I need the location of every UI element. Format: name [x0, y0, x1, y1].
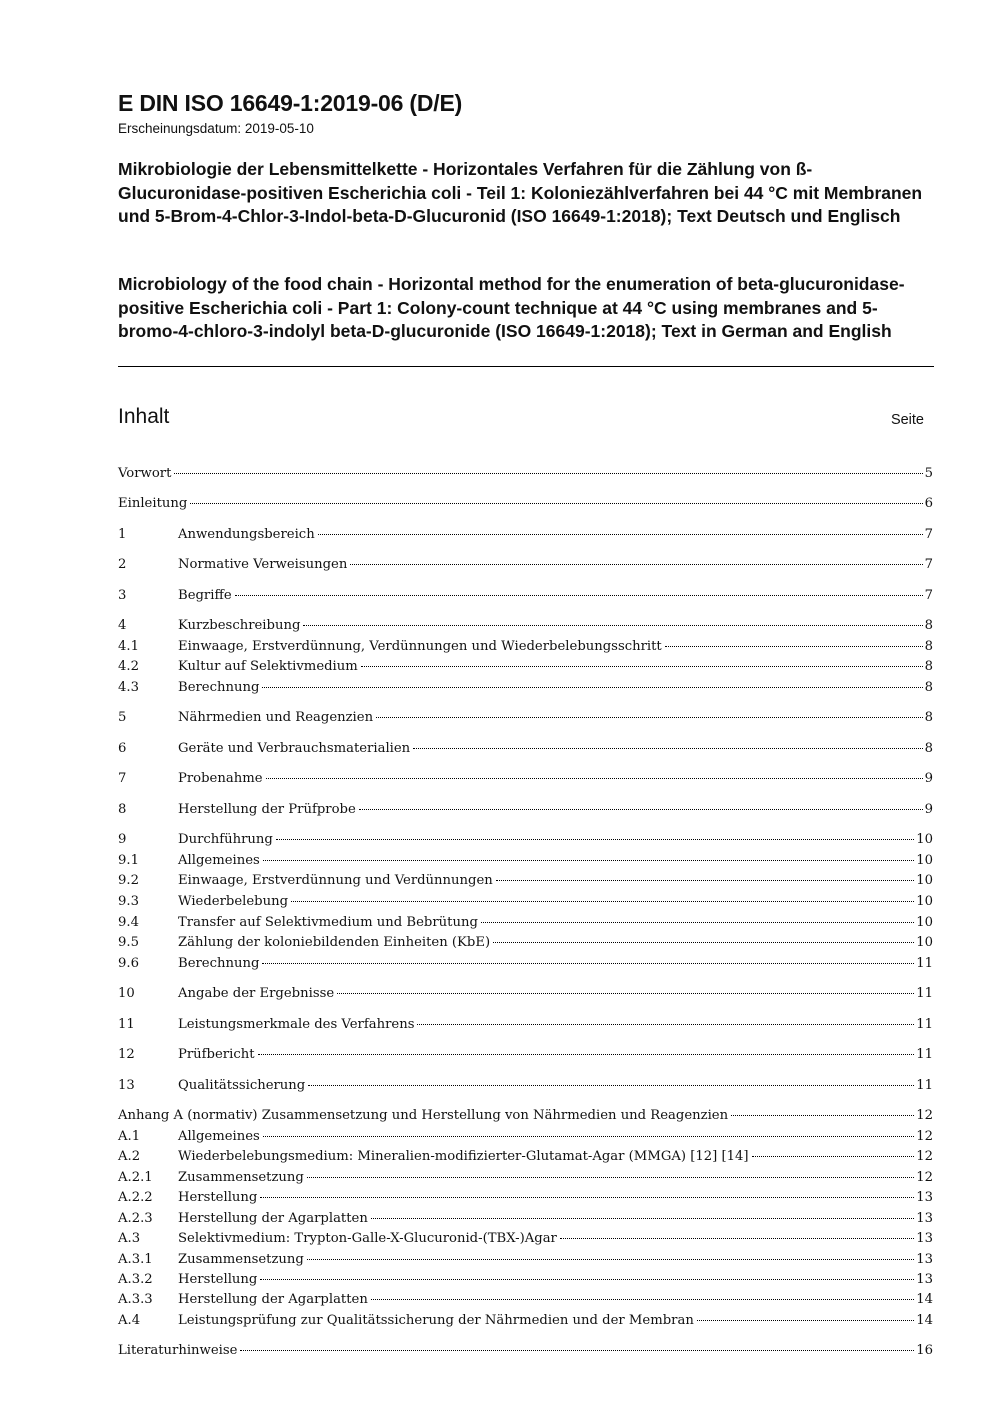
toc-entry-page: 10	[916, 915, 933, 930]
toc-entry-page: 7	[924, 588, 933, 603]
toc-entry-number: 1	[118, 527, 127, 542]
toc-entry-title: Vorwort	[118, 466, 172, 481]
toc-dot-leader	[263, 860, 914, 861]
toc-entry-page: 6	[924, 496, 933, 511]
toc-dot-leader	[413, 748, 922, 749]
toc-dot-leader	[752, 1156, 915, 1157]
toc-entry-number: A.4	[118, 1313, 141, 1328]
toc-entry[interactable]	[118, 586, 933, 606]
toc-entry-title: Einwaage, Erstverdünnung, Verdünnungen und Wiederbelebungsschritt	[178, 639, 662, 654]
toc-entry-number: 6	[118, 741, 127, 756]
toc-dot-leader	[337, 993, 914, 994]
toc-entry-number: 9.1	[118, 853, 139, 868]
toc-entry-number: 9	[118, 832, 127, 847]
toc-dot-leader	[260, 1197, 914, 1198]
toc-dot-leader	[260, 1279, 914, 1280]
toc-entry-title: Allgemeines	[178, 853, 260, 868]
toc-entry-number: A.2.3	[118, 1211, 153, 1226]
toc-entry-number: 10	[118, 986, 135, 1001]
toc-entry-title: Einleitung	[118, 496, 188, 511]
toc-entry-number: 9.6	[118, 956, 139, 971]
toc-entry-page: 12	[916, 1129, 933, 1144]
publication-date: Erscheinungsdatum: 2019-05-10	[118, 121, 314, 136]
toc-entry-number: A.2.1	[118, 1170, 153, 1185]
toc-entry-page: 14	[916, 1313, 933, 1328]
toc-entry[interactable]	[118, 739, 933, 759]
toc-entry[interactable]	[118, 1045, 933, 1065]
toc-dot-leader	[235, 595, 923, 596]
toc-entry-page: 13	[916, 1231, 933, 1246]
toc-dot-leader	[262, 963, 914, 964]
toc-dot-leader	[731, 1115, 914, 1116]
toc-entry[interactable]	[118, 1290, 933, 1310]
toc-entry-title: Herstellung der Agarplatten	[178, 1211, 368, 1226]
toc-entry[interactable]	[118, 555, 933, 575]
toc-entry-page: 8	[924, 710, 933, 725]
toc-entry-number: 8	[118, 802, 127, 817]
toc-entry-page: 7	[924, 557, 933, 572]
toc-entry-page: 10	[916, 873, 933, 888]
toc-entry-number: 4.2	[118, 659, 139, 674]
toc-dot-leader	[665, 646, 923, 647]
toc-entry-title: Wiederbelebungsmedium: Mineralien-modifizierter-Glutamat-Agar (MMGA) [12] [14]	[178, 1149, 749, 1164]
toc-entry-page: 11	[916, 1017, 933, 1032]
toc-entry-title: Transfer auf Selektivmedium und Bebrütung	[178, 915, 478, 930]
toc-entry[interactable]	[118, 1311, 933, 1331]
toc-entry-page: 12	[916, 1149, 933, 1164]
toc-entry-page: 16	[916, 1343, 933, 1358]
toc-entry-page: 8	[924, 639, 933, 654]
toc-entry[interactable]	[118, 913, 933, 933]
toc-entry-number: 12	[118, 1047, 135, 1062]
toc-entry-page: 8	[924, 741, 933, 756]
toc-entry-title: Angabe der Ergebnisse	[178, 986, 335, 1001]
toc-dot-leader	[560, 1238, 914, 1239]
toc-entry-title: Leistungsmerkmale des Verfahrens	[178, 1017, 415, 1032]
toc-entry-number: 3	[118, 588, 127, 603]
toc-dot-leader	[307, 1259, 914, 1260]
toc-entry-number: A.3.2	[118, 1272, 153, 1287]
toc-dot-leader	[417, 1024, 914, 1025]
toc-dot-leader	[371, 1299, 914, 1300]
toc-entry-page: 12	[916, 1108, 933, 1123]
toc-entry-number: 13	[118, 1078, 135, 1093]
toc-entry-title: Qualitätssicherung	[178, 1078, 306, 1093]
toc-entry-number: 2	[118, 557, 127, 572]
toc-dot-leader	[350, 564, 922, 565]
toc-entry-title: Prüfbericht	[178, 1047, 255, 1062]
toc-entry[interactable]	[118, 933, 933, 953]
toc-entry-title: Berechnung	[178, 680, 260, 695]
toc-entry[interactable]	[118, 1168, 933, 1188]
toc-entry-page: 13	[916, 1190, 933, 1205]
toc-entry[interactable]	[118, 1209, 933, 1229]
toc-entry-title: Wiederbelebung	[178, 894, 289, 909]
toc-entry-page: 10	[916, 894, 933, 909]
toc-dot-leader	[359, 809, 923, 810]
toc-entry-number: 4.3	[118, 680, 139, 695]
toc-entry-page: 12	[916, 1170, 933, 1185]
toc-entry-title: Berechnung	[178, 956, 260, 971]
toc-entry[interactable]	[118, 830, 933, 850]
toc-entry-title: Anhang A (normativ) Zusammensetzung und Herstellung von Nährmedien und Reagenzien	[118, 1108, 729, 1123]
toc-entry[interactable]	[118, 464, 933, 484]
toc-entry[interactable]	[118, 954, 933, 974]
toc-entry-number: 5	[118, 710, 127, 725]
toc-entry-title: Literaturhinweise	[118, 1343, 238, 1358]
toc-entry-number: A.3	[118, 1231, 141, 1246]
toc-dot-leader	[318, 534, 923, 535]
toc-entry[interactable]	[118, 1341, 933, 1361]
toc-entry-number: 11	[118, 1017, 135, 1032]
toc-entry-page: 10	[916, 935, 933, 950]
toc-entry-page: 13	[916, 1252, 933, 1267]
toc-entry-number: A.2.2	[118, 1190, 153, 1205]
toc-entry-page: 11	[916, 986, 933, 1001]
toc-entry-title: Durchführung	[178, 832, 273, 847]
toc-entry[interactable]	[118, 678, 933, 698]
toc-entry[interactable]	[118, 708, 933, 728]
toc-entry[interactable]	[118, 1229, 933, 1249]
toc-entry[interactable]	[118, 1188, 933, 1208]
toc-entry-number: 7	[118, 771, 127, 786]
toc-entry-title: Kurzbeschreibung	[178, 618, 301, 633]
toc-entry-title: Herstellung	[178, 1190, 258, 1205]
toc-entry[interactable]	[118, 525, 933, 545]
toc-dot-leader	[303, 625, 922, 626]
toc-entry[interactable]	[118, 1015, 933, 1035]
toc-entry[interactable]	[118, 892, 933, 912]
toc-dot-leader	[263, 1136, 914, 1137]
toc-entry-title: Nährmedien und Reagenzien	[178, 710, 374, 725]
toc-entry-title: Zusammensetzung	[178, 1252, 304, 1267]
toc-entry-title: Anwendungsbereich	[178, 527, 315, 542]
toc-entry[interactable]	[118, 1127, 933, 1147]
toc-entry-number: 4.1	[118, 639, 139, 654]
toc-entry-number: 4	[118, 618, 127, 633]
toc-entry-page: 11	[916, 956, 933, 971]
toc-entry-title: Kultur auf Selektivmedium	[178, 659, 358, 674]
toc-entry-page: 5	[924, 466, 933, 481]
toc-entry-title: Selektivmedium: Trypton-Galle-X-Glucuronid-(TBX-)Agar	[178, 1231, 557, 1246]
toc-entry-title: Begriffe	[178, 588, 232, 603]
toc-dot-leader	[481, 922, 914, 923]
toc-entry-number: A.1	[118, 1129, 141, 1144]
toc-dot-leader	[276, 839, 914, 840]
toc-dot-leader	[190, 503, 922, 504]
header-divider	[118, 366, 934, 367]
toc-entry-title: Zusammensetzung	[178, 1170, 304, 1185]
toc-entry-page: 8	[924, 680, 933, 695]
toc-entry-number: A.2	[118, 1149, 141, 1164]
toc-dot-leader	[266, 778, 923, 779]
toc-entry-page: 10	[916, 832, 933, 847]
toc-entry-page: 8	[924, 659, 933, 674]
toc-entry-title: Zählung der koloniebildenden Einheiten (KbE)	[178, 935, 491, 950]
toc-entry[interactable]	[118, 657, 933, 677]
toc-entry-title: Einwaage, Erstverdünnung und Verdünnungen	[178, 873, 493, 888]
toc-entry-number: 9.3	[118, 894, 139, 909]
toc-entry-page: 11	[916, 1078, 933, 1093]
toc-entry-page: 10	[916, 853, 933, 868]
toc-dot-leader	[493, 942, 914, 943]
title-german: Mikrobiologie der Lebensmittelkette - Horizontales Verfahren für die Zählung von ß-Glucuronidase-positiven Escherichia coli - Teil 1: Koloniezählverfahren bei 44 °C mit Membranen und 5-Brom-4-Chlor-3-Indol-beta-D-Glucuronid (ISO 16649-1:2018); Text Deutsch und Englisch	[118, 159, 923, 226]
toc-entry-page: 11	[916, 1047, 933, 1062]
toc-dot-leader	[697, 1320, 914, 1321]
toc-entry-title: Allgemeines	[178, 1129, 260, 1144]
toc-entry-number: 9.4	[118, 915, 139, 930]
toc-entry-title: Leistungsprüfung zur Qualitätssicherung der Nährmedien und der Membran	[178, 1313, 694, 1328]
toc-heading: Inhalt	[118, 405, 170, 428]
toc-entry-number: 9.5	[118, 935, 139, 950]
toc-entry-page: 13	[916, 1211, 933, 1226]
toc-entry-page: 13	[916, 1272, 933, 1287]
toc-dot-leader	[376, 717, 923, 718]
title-english: Microbiology of the food chain - Horizontal method for the enumeration of beta-glucuronidase-positive Escherichia coli - Part 1: Colony-count technique at 44 °C using membranes and 5-bromo-4-chloro-3-indolyl beta-D-glucuronide (ISO 16649-1:2018); Text in German and English	[118, 274, 905, 341]
toc-entry-page: 7	[924, 527, 933, 542]
toc-entry[interactable]	[118, 769, 933, 789]
toc-entry-title: Herstellung	[178, 1272, 258, 1287]
toc-dot-leader	[307, 1177, 914, 1178]
toc-entry[interactable]	[118, 800, 933, 820]
toc-entry-number: A.3.1	[118, 1252, 153, 1267]
toc-dot-leader	[291, 901, 914, 902]
toc-entry-page: 8	[924, 618, 933, 633]
document-id: E DIN ISO 16649-1:2019-06 (D/E)	[118, 90, 463, 116]
toc-entry[interactable]	[118, 851, 933, 871]
toc-entry-page: 9	[924, 771, 933, 786]
toc-entry-title: Herstellung der Prüfprobe	[178, 802, 356, 817]
toc-dot-leader	[361, 666, 923, 667]
toc-entry-title: Geräte und Verbrauchsmaterialien	[178, 741, 411, 756]
toc-entry[interactable]	[118, 1106, 933, 1126]
toc-entry-title: Probenahme	[178, 771, 263, 786]
toc-entry[interactable]	[118, 1250, 933, 1270]
toc-entry-number: 9.2	[118, 873, 139, 888]
toc-entry[interactable]	[118, 1270, 933, 1290]
toc-entry-page: 9	[924, 802, 933, 817]
toc-dot-leader	[240, 1350, 914, 1351]
toc-entry[interactable]	[118, 984, 933, 1004]
toc-entry-title: Normative Verweisungen	[178, 557, 348, 572]
toc-dot-leader	[258, 1054, 915, 1055]
toc-dot-leader	[308, 1085, 914, 1086]
toc-page-label: Seite	[890, 412, 924, 428]
toc-entry[interactable]	[118, 871, 933, 891]
toc-entry[interactable]	[118, 637, 933, 657]
toc-dot-leader	[262, 687, 922, 688]
toc-dot-leader	[496, 880, 914, 881]
toc-dot-leader	[174, 473, 922, 474]
toc-entry[interactable]	[118, 1076, 933, 1096]
toc-entry[interactable]	[118, 616, 933, 636]
toc-entry[interactable]	[118, 1147, 933, 1167]
toc-dot-leader	[371, 1218, 914, 1219]
toc-entry-number: A.3.3	[118, 1292, 153, 1307]
toc-entry-title: Herstellung der Agarplatten	[178, 1292, 368, 1307]
toc-entry[interactable]	[118, 494, 933, 514]
toc-entry-page: 14	[916, 1292, 933, 1307]
